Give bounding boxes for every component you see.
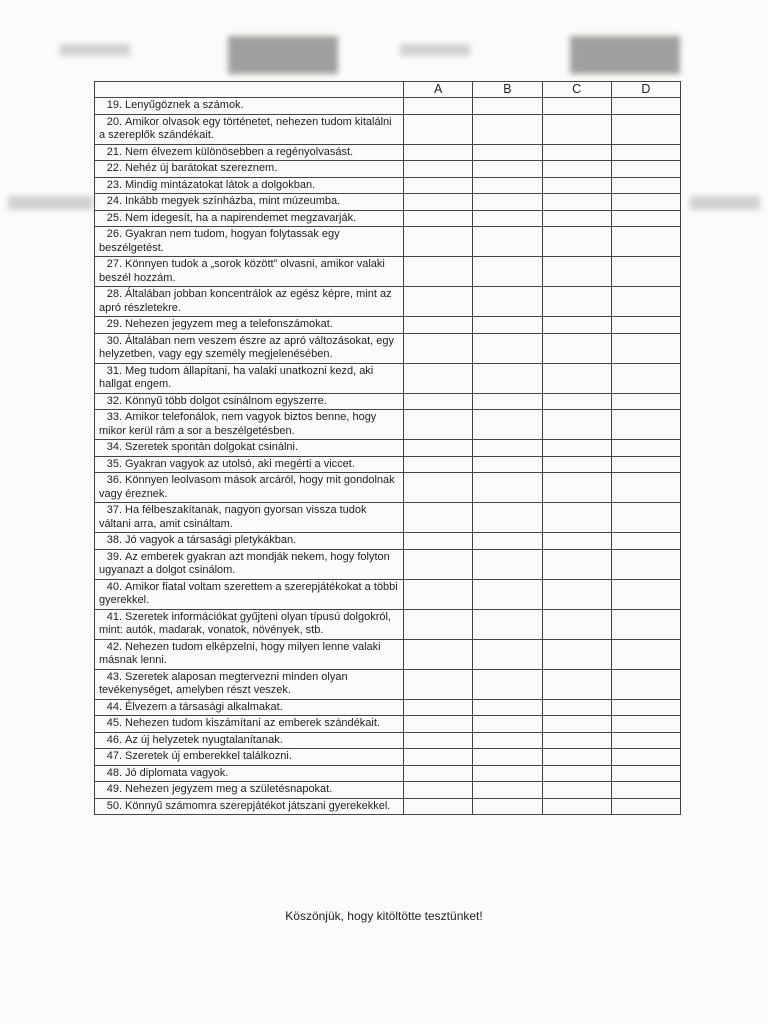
table-row — [95, 410, 681, 440]
answer-cell-a[interactable] — [404, 98, 473, 115]
question-number: 42. — [106, 640, 122, 653]
scan-smudge-left — [228, 36, 338, 74]
answer-cell-d[interactable] — [611, 669, 680, 699]
answer-cell-a[interactable] — [404, 669, 473, 699]
answer-cell-c[interactable] — [542, 287, 611, 317]
table-row — [95, 798, 681, 815]
answer-cell-b[interactable] — [473, 669, 542, 699]
question-cell — [95, 456, 404, 473]
question-number: 33. — [106, 411, 122, 423]
answer-cell-c[interactable] — [542, 456, 611, 473]
question-number: 21. — [106, 145, 122, 158]
question-cell — [95, 765, 404, 782]
answer-cell-b[interactable] — [473, 144, 542, 161]
answer-cell-d[interactable] — [611, 317, 680, 334]
answer-cell-d[interactable] — [611, 533, 680, 550]
answer-cell-d[interactable] — [611, 177, 680, 194]
thank-you-footer: Köszönjük, hogy kitöltötte tesztünket! — [285, 909, 483, 923]
answer-cell-b[interactable] — [473, 749, 542, 766]
answer-cell-a[interactable] — [404, 393, 473, 410]
question-number: 49. — [106, 783, 122, 795]
table-row — [95, 363, 681, 393]
table-row — [95, 749, 681, 766]
question-text: Élvezem a társasági alkalmakat. — [125, 700, 283, 713]
table-row — [95, 549, 681, 579]
question-cell — [95, 410, 404, 440]
question-number: 29. — [106, 318, 122, 330]
question-text: Nehezen jegyzem meg a születésnapokat. — [125, 783, 333, 795]
table-row — [95, 669, 681, 699]
answer-cell-d[interactable] — [611, 287, 680, 317]
answer-cell-a[interactable] — [404, 765, 473, 782]
question-cell — [95, 317, 404, 334]
answer-cell-b[interactable] — [473, 503, 542, 533]
question-text: Amikor telefonálok, nem vagyok biztos benne, hogy mikor kerül rám a sor a beszélgetésben. — [99, 411, 377, 437]
answer-cell-a[interactable] — [404, 161, 473, 178]
answer-cell-a[interactable] — [404, 732, 473, 749]
question-cell — [95, 363, 404, 393]
question-number: 40. — [106, 580, 122, 593]
answer-cell-c[interactable] — [542, 798, 611, 815]
question-number: 44. — [106, 700, 122, 713]
table-row — [95, 765, 681, 782]
scan-smudge-side-left — [8, 196, 93, 210]
answer-cell-c[interactable] — [542, 333, 611, 363]
question-cell — [95, 194, 404, 211]
answer-cell-b[interactable] — [473, 765, 542, 782]
answer-cell-a[interactable] — [404, 639, 473, 669]
table-row — [95, 473, 681, 503]
answer-cell-b[interactable] — [473, 609, 542, 639]
table-row — [95, 287, 681, 317]
answer-cell-d[interactable] — [611, 410, 680, 440]
question-text: Nehezen jegyzem meg a telefonszámokat. — [125, 318, 333, 330]
question-cell — [95, 749, 404, 766]
answer-cell-d[interactable] — [611, 333, 680, 363]
answer-cell-c[interactable] — [542, 749, 611, 766]
question-cell — [95, 287, 404, 317]
answer-cell-c[interactable] — [542, 393, 611, 410]
answer-cell-b[interactable] — [473, 549, 542, 579]
answer-cell-c[interactable] — [542, 549, 611, 579]
answer-cell-b[interactable] — [473, 257, 542, 287]
question-text: Lenyűgöznek a számok. — [125, 99, 244, 111]
question-text: Nehezen tudom kiszámítani az emberek szándékait. — [125, 717, 380, 729]
question-text: Nehéz új barátokat szereznem. — [125, 162, 278, 174]
questionnaire-sheet — [94, 81, 680, 815]
table-row — [95, 194, 681, 211]
answer-cell-b[interactable] — [473, 363, 542, 393]
table-row — [95, 333, 681, 363]
question-text: Szeretek spontán dolgokat csinálni. — [125, 441, 299, 453]
answer-cell-d[interactable] — [611, 503, 680, 533]
answer-cell-b[interactable] — [473, 177, 542, 194]
answer-cell-a[interactable] — [404, 716, 473, 733]
table-row — [95, 317, 681, 334]
question-text: Amikor fiatal voltam szerettem a szerepjátékokat a többi gyerekkel. — [99, 580, 398, 606]
question-number: 26. — [106, 228, 122, 240]
answer-cell-c[interactable] — [542, 473, 611, 503]
table-row — [95, 456, 681, 473]
answer-cell-b[interactable] — [473, 699, 542, 716]
answer-cell-d[interactable] — [611, 549, 680, 579]
question-cell — [95, 503, 404, 533]
question-cell — [95, 699, 404, 716]
answer-cell-d[interactable] — [611, 440, 680, 457]
answer-cell-a[interactable] — [404, 257, 473, 287]
question-number: 47. — [106, 750, 122, 762]
question-cell — [95, 782, 404, 799]
answer-cell-c[interactable] — [542, 669, 611, 699]
question-number: 24. — [106, 195, 122, 207]
answer-cell-b[interactable] — [473, 579, 542, 609]
table-row — [95, 393, 681, 410]
question-number: 43. — [106, 670, 122, 683]
table-row — [95, 699, 681, 716]
answer-cell-c[interactable] — [542, 699, 611, 716]
answer-cell-d[interactable] — [611, 765, 680, 782]
answer-cell-d[interactable] — [611, 579, 680, 609]
question-cell — [95, 549, 404, 579]
answer-cell-d[interactable] — [611, 798, 680, 815]
answer-cell-b[interactable] — [473, 287, 542, 317]
answer-cell-a[interactable] — [404, 440, 473, 457]
column-header-d: D — [611, 82, 680, 98]
question-cell — [95, 393, 404, 410]
answer-cell-c[interactable] — [542, 177, 611, 194]
question-text: Szeretek információkat gyűjteni olyan típusú dolgokról, mint: autók, madarak, vonatok, növények, stb. — [99, 610, 391, 636]
answer-cell-b[interactable] — [473, 732, 542, 749]
answer-cell-c[interactable] — [542, 257, 611, 287]
question-number: 30. — [106, 334, 122, 347]
question-text: Szeretek alaposan megtervezni minden olyan tevékenységet, amelyben részt veszek. — [99, 670, 348, 696]
question-text: Nem élvezem különösebben a regényolvasást. — [125, 145, 354, 158]
question-cell — [95, 473, 404, 503]
question-text: Jó diplomata vagyok. — [125, 766, 229, 779]
answer-cell-c[interactable] — [542, 782, 611, 799]
answer-cell-b[interactable] — [473, 98, 542, 115]
answer-cell-a[interactable] — [404, 456, 473, 473]
question-number: 22. — [106, 162, 122, 174]
answer-cell-b[interactable] — [473, 639, 542, 669]
answer-cell-d[interactable] — [611, 210, 680, 227]
question-text: Általában nem veszem észre az apró változásokat, egy helyzetben, vagy egy személy megjelenésében. — [99, 334, 395, 360]
question-cell — [95, 579, 404, 609]
question-text: Jó vagyok a társasági pletykákban. — [125, 534, 297, 546]
answer-cell-c[interactable] — [542, 98, 611, 115]
answer-cell-d[interactable] — [611, 456, 680, 473]
question-cell — [95, 609, 404, 639]
answer-cell-b[interactable] — [473, 440, 542, 457]
answer-cell-b[interactable] — [473, 782, 542, 799]
column-header-b: B — [473, 82, 542, 98]
answer-cell-a[interactable] — [404, 317, 473, 334]
question-cell — [95, 98, 404, 115]
answer-cell-d[interactable] — [611, 363, 680, 393]
answer-cell-b[interactable] — [473, 161, 542, 178]
question-cell — [95, 669, 404, 699]
question-text: Gyakran nem tudom, hogyan folytassak egy beszélgetést. — [99, 228, 340, 254]
scan-smudge-side-right — [690, 196, 760, 210]
answer-cell-b[interactable] — [473, 533, 542, 550]
question-cell — [95, 161, 404, 178]
question-text: Az új helyzetek nyugtalanítanak. — [125, 733, 283, 746]
answer-cell-b[interactable] — [473, 194, 542, 211]
answer-cell-d[interactable] — [611, 393, 680, 410]
answer-cell-a[interactable] — [404, 533, 473, 550]
answer-cell-d[interactable] — [611, 782, 680, 799]
question-text: Gyakran vagyok az utolsó, aki megérti a viccet. — [125, 457, 355, 470]
table-row — [95, 609, 681, 639]
answer-cell-b[interactable] — [473, 114, 542, 144]
answer-cell-a[interactable] — [404, 144, 473, 161]
question-number: 32. — [106, 394, 122, 407]
answer-cell-c[interactable] — [542, 503, 611, 533]
answer-cell-d[interactable] — [611, 699, 680, 716]
scan-smudge-right — [570, 36, 680, 74]
answer-cell-c[interactable] — [542, 161, 611, 178]
answer-cell-c[interactable] — [542, 317, 611, 334]
scan-smudge-top-mid — [400, 44, 470, 56]
answer-cell-c[interactable] — [542, 639, 611, 669]
question-cell — [95, 144, 404, 161]
answer-cell-c[interactable] — [542, 716, 611, 733]
answer-cell-b[interactable] — [473, 410, 542, 440]
question-number: 28. — [106, 288, 122, 300]
answer-cell-a[interactable] — [404, 177, 473, 194]
answer-cell-b[interactable] — [473, 798, 542, 815]
answer-cell-b[interactable] — [473, 456, 542, 473]
table-row — [95, 177, 681, 194]
question-text: Meg tudom állapítani, ha valaki unatkozni kezd, aki hallgat engem. — [99, 364, 374, 390]
answer-cell-c[interactable] — [542, 533, 611, 550]
question-cell — [95, 227, 404, 257]
answer-cell-c[interactable] — [542, 114, 611, 144]
table-row — [95, 503, 681, 533]
answer-cell-d[interactable] — [611, 609, 680, 639]
answer-cell-b[interactable] — [473, 333, 542, 363]
question-text: Inkább megyek színházba, mint múzeumba. — [125, 195, 341, 207]
answer-cell-a[interactable] — [404, 609, 473, 639]
answer-cell-a[interactable] — [404, 363, 473, 393]
answer-cell-a[interactable] — [404, 287, 473, 317]
table-row — [95, 227, 681, 257]
answer-cell-c[interactable] — [542, 440, 611, 457]
answer-cell-a[interactable] — [404, 194, 473, 211]
question-cell — [95, 440, 404, 457]
table-row — [95, 210, 681, 227]
answer-cell-c[interactable] — [542, 579, 611, 609]
question-number: 46. — [106, 733, 122, 746]
answer-cell-d[interactable] — [611, 257, 680, 287]
answer-cell-c[interactable] — [542, 210, 611, 227]
table-row — [95, 114, 681, 144]
question-number: 31. — [106, 364, 122, 377]
answer-cell-a[interactable] — [404, 227, 473, 257]
question-text: Könnyen leolvasom mások arcáról, hogy mit gondolnak vagy éreznek. — [99, 474, 395, 500]
question-text: Szeretek új emberekkel találkozni. — [125, 750, 292, 762]
answer-cell-b[interactable] — [473, 393, 542, 410]
table-row — [95, 716, 681, 733]
header-blank — [95, 82, 404, 98]
question-number: 19. — [106, 99, 122, 111]
table-row — [95, 639, 681, 669]
answer-cell-c[interactable] — [542, 732, 611, 749]
column-header-a: A — [404, 82, 473, 98]
question-cell — [95, 732, 404, 749]
table-row — [95, 782, 681, 799]
question-number: 50. — [106, 799, 122, 812]
question-text: Mindig mintázatokat látok a dolgokban. — [125, 178, 316, 191]
answer-cell-c[interactable] — [542, 765, 611, 782]
answer-cell-a[interactable] — [404, 114, 473, 144]
question-cell — [95, 114, 404, 144]
table-row — [95, 732, 681, 749]
column-header-c: C — [542, 82, 611, 98]
answer-cell-a[interactable] — [404, 782, 473, 799]
answer-cell-d[interactable] — [611, 473, 680, 503]
question-text: Az emberek gyakran azt mondják nekem, hogy folyton ugyanazt a dolgot csinálom. — [99, 550, 390, 576]
answer-cell-c[interactable] — [542, 227, 611, 257]
question-text: Általában jobban koncentrálok az egész képre, mint az apró részletekre. — [99, 288, 392, 314]
question-number: 27. — [106, 258, 122, 270]
table-row — [95, 144, 681, 161]
question-number: 45. — [106, 717, 122, 729]
answer-cell-c[interactable] — [542, 410, 611, 440]
questionnaire-table — [94, 81, 681, 815]
question-text: Könnyű számomra szerepjátékot játszani gyerekekkel. — [125, 799, 391, 812]
question-rows — [95, 98, 681, 815]
question-number: 35. — [106, 457, 122, 470]
question-text: Könnyen tudok a „sorok között” olvasni, amikor valaki beszél hozzám. — [99, 258, 385, 284]
question-text: Könnyű több dolgot csinálnom egyszerre. — [125, 394, 327, 407]
question-number: 41. — [106, 610, 122, 623]
answer-cell-d[interactable] — [611, 194, 680, 211]
table-row — [95, 533, 681, 550]
question-cell — [95, 639, 404, 669]
question-text: Nehezen tudom elképzelni, hogy milyen lenne valaki másnak lenni. — [99, 640, 381, 666]
question-number: 37. — [106, 504, 122, 516]
table-row — [95, 161, 681, 178]
answer-cell-b[interactable] — [473, 317, 542, 334]
answer-cell-d[interactable] — [611, 161, 680, 178]
answer-cell-c[interactable] — [542, 363, 611, 393]
answer-cell-a[interactable] — [404, 749, 473, 766]
table-row — [95, 579, 681, 609]
answer-cell-a[interactable] — [404, 699, 473, 716]
answer-cell-d[interactable] — [611, 639, 680, 669]
scan-smudge-top-left — [60, 44, 130, 56]
answer-cell-b[interactable] — [473, 210, 542, 227]
question-number: 36. — [106, 474, 122, 486]
question-number: 38. — [106, 534, 122, 546]
question-cell — [95, 533, 404, 550]
answer-cell-a[interactable] — [404, 333, 473, 363]
question-text: Nem idegesít, ha a napirendemet megzavarják. — [125, 211, 357, 224]
answer-cell-d[interactable] — [611, 749, 680, 766]
answer-cell-a[interactable] — [404, 798, 473, 815]
table-row — [95, 257, 681, 287]
question-number: 20. — [106, 115, 122, 128]
answer-cell-c[interactable] — [542, 144, 611, 161]
question-number: 23. — [106, 178, 122, 191]
question-number: 48. — [106, 766, 122, 779]
question-text: Ha félbeszakítanak, nagyon gyorsan vissza tudok váltani arra, amit csináltam. — [99, 504, 367, 530]
answer-cell-b[interactable] — [473, 716, 542, 733]
answer-cell-a[interactable] — [404, 549, 473, 579]
question-cell — [95, 257, 404, 287]
answer-cell-c[interactable] — [542, 194, 611, 211]
answer-cell-b[interactable] — [473, 473, 542, 503]
question-cell — [95, 333, 404, 363]
answer-cell-a[interactable] — [404, 473, 473, 503]
header-row — [95, 82, 681, 98]
answer-cell-d[interactable] — [611, 716, 680, 733]
answer-cell-d[interactable] — [611, 98, 680, 115]
question-number: 34. — [106, 441, 122, 453]
answer-cell-a[interactable] — [404, 210, 473, 227]
question-number: 39. — [106, 550, 122, 563]
question-cell — [95, 798, 404, 815]
table-row — [95, 440, 681, 457]
answer-cell-d[interactable] — [611, 227, 680, 257]
question-cell — [95, 177, 404, 194]
answer-cell-d[interactable] — [611, 144, 680, 161]
answer-cell-b[interactable] — [473, 227, 542, 257]
answer-cell-d[interactable] — [611, 732, 680, 749]
answer-cell-a[interactable] — [404, 579, 473, 609]
question-cell — [95, 716, 404, 733]
answer-cell-d[interactable] — [611, 114, 680, 144]
question-text: Amikor olvasok egy történetet, nehezen tudom kitalálni a szereplők szándékait. — [99, 115, 392, 141]
answer-cell-a[interactable] — [404, 503, 473, 533]
table-row — [95, 98, 681, 115]
question-number: 25. — [106, 211, 122, 224]
answer-cell-a[interactable] — [404, 410, 473, 440]
answer-cell-c[interactable] — [542, 609, 611, 639]
question-cell — [95, 210, 404, 227]
